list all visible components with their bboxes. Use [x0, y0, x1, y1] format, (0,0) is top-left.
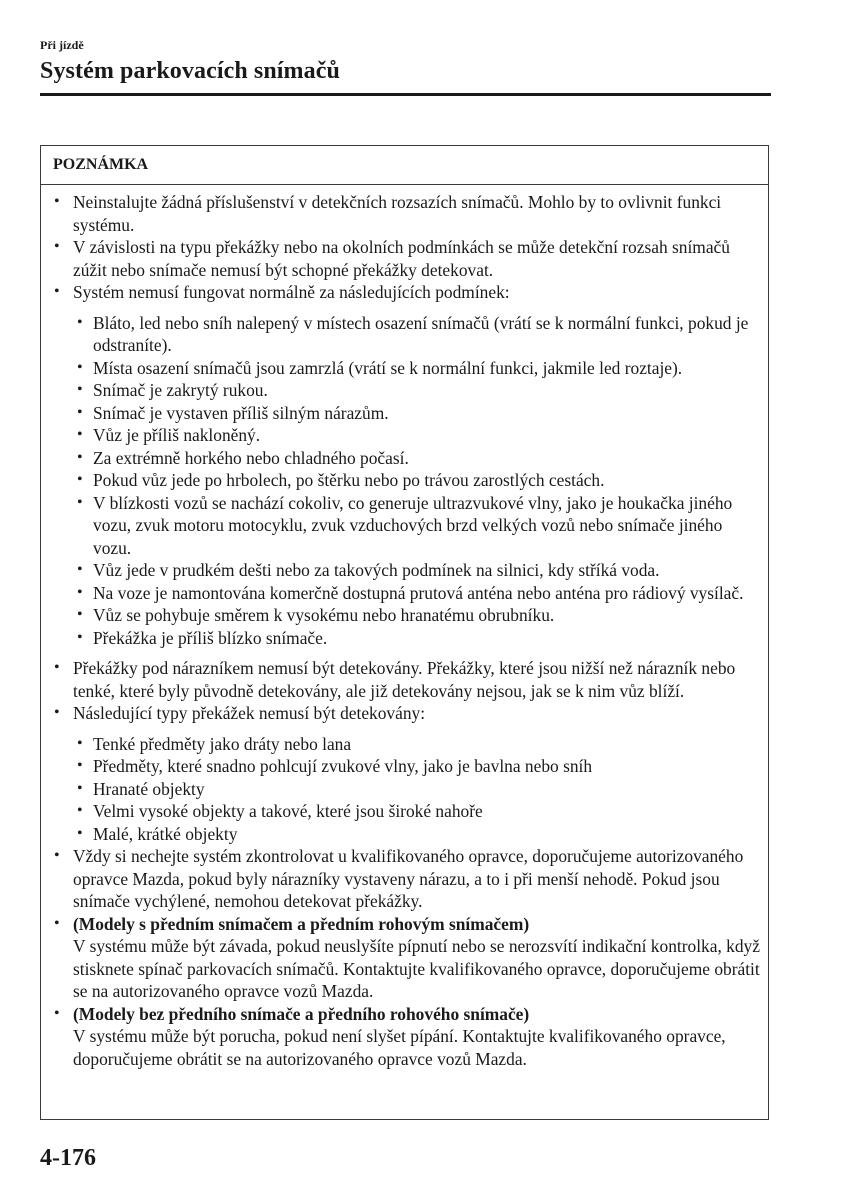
model-heading: • (Modely s předním snímačem a předním rohovým snímačem) [73, 913, 530, 934]
section-label: Při jízdě [40, 38, 84, 52]
obstacle-item: • Velmi vysoké objekty a takové, které jsou široké nahoře [73, 800, 760, 823]
condition-item: • Snímač je vystaven příliš silným nárazům. [73, 402, 760, 425]
model-text: V systému může být porucha, pokud není slyšet pípání. Kontaktujte kvalifikovaného opravce, doporučujeme obrátit se na autorizovaného opravce vozů Mazda. [73, 1026, 726, 1069]
condition-item: • Pokud vůz jede po hrbolech, po štěrku nebo po trávou zarostlých cestách. [73, 469, 760, 492]
note-item-text: Následující typy překážek nemusí být detekovány: [73, 703, 426, 723]
note-item: • V závislosti na typu překážky nebo na okolních podmínkách se může detekční rozsah snímačů zúžit nebo snímače nemusí být schopné překážky detekovat. [53, 236, 760, 281]
note-box [40, 145, 769, 1120]
condition-item: • Na voze je namontována komerčně dostupná prutová anténa nebo anténa pro rádiový vysílač. [73, 582, 760, 605]
note-list [53, 191, 760, 1070]
condition-item: • Za extrémně horkého nebo chladného počasí. [73, 447, 760, 470]
title-divider [40, 93, 771, 96]
note-item [53, 281, 760, 649]
obstacle-item: • Předměty, které snadno pohlcují zvukové vlny, jako je bavlna nebo sníh [73, 755, 760, 778]
model-heading: • (Modely bez předního snímače a předního rohového snímače) [73, 1003, 530, 1024]
note-item: • Neinstalujte žádná příslušenství v detekčních rozsazích snímačů. Mohlo by to ovlivnit funkci systému. [53, 191, 760, 236]
note-item-text: Systém nemusí fungovat normálně za následujících podmínek: [73, 282, 510, 302]
obstacle-item: • Malé, krátké objekty [73, 823, 760, 846]
note-item-model [53, 1003, 760, 1071]
obstacles-list [73, 733, 760, 846]
conditions-list [73, 312, 760, 650]
note-item: • Překážky pod nárazníkem nemusí být detekovány. Překážky, které jsou nižší než nárazník nebo tenké, které byly původně detekovány, ale již detekovány nejsou, jak se k nim vůz blíží. [53, 657, 760, 702]
condition-item: • Vůz se pohybuje směrem k vysokému nebo hranatému obrubníku. [73, 604, 760, 627]
model-text: V systému může být závada, pokud neuslyšíte pípnutí nebo se nerozsvítí indikační kontrolka, když stisknete spínač parkovacích snímačů. Kontaktujte kvalifikovaného opravce, doporučujeme obrátit se na autorizovaného opravce vozů Mazda. [73, 936, 760, 1001]
page-title: Systém parkovacích snímačů [40, 58, 340, 84]
condition-item: • Snímač je zakrytý rukou. [73, 379, 760, 402]
obstacle-item: • Tenké předměty jako dráty nebo lana [73, 733, 760, 756]
condition-item: • Bláto, led nebo sníh nalepený v místech osazení snímačů (vrátí se k normální funkci, pokud je odstraníte). [73, 312, 760, 357]
note-item: • Vždy si nechejte systém zkontrolovat u kvalifikovaného opravce, doporučujeme autorizovaného opravce Mazda, pokud byly nárazníky vystaveny nárazu, a to i při menší nehodě. Pokud jsou snímače vychýlené, nemohou detekovat překážky. [53, 845, 760, 913]
note-heading: POZNÁMKA [41, 146, 768, 185]
condition-item: • Vůz jede v prudkém dešti nebo za takových podmínek na silnici, kdy stříká voda. [73, 559, 760, 582]
note-body [41, 185, 768, 1070]
condition-item: • Vůz je příliš nakloněný. [73, 424, 760, 447]
condition-item: • Místa osazení snímačů jsou zamrzlá (vrátí se k normální funkci, jakmile led roztaje). [73, 357, 760, 380]
note-item [53, 702, 760, 845]
condition-item: • V blízkosti vozů se nachází cokoliv, co generuje ultrazvukové vlny, jako je houkačka jiného vozu, zvuk motoru motocyklu, zvuk vzduchových brzd velkých vozů nebo snímače jiného vozu. [73, 492, 760, 560]
note-item-model [53, 913, 760, 1003]
obstacle-item: • Hranaté objekty [73, 778, 760, 801]
condition-item: • Překážka je příliš blízko snímače. [73, 627, 760, 650]
page-number: 4-176 [40, 1145, 96, 1171]
